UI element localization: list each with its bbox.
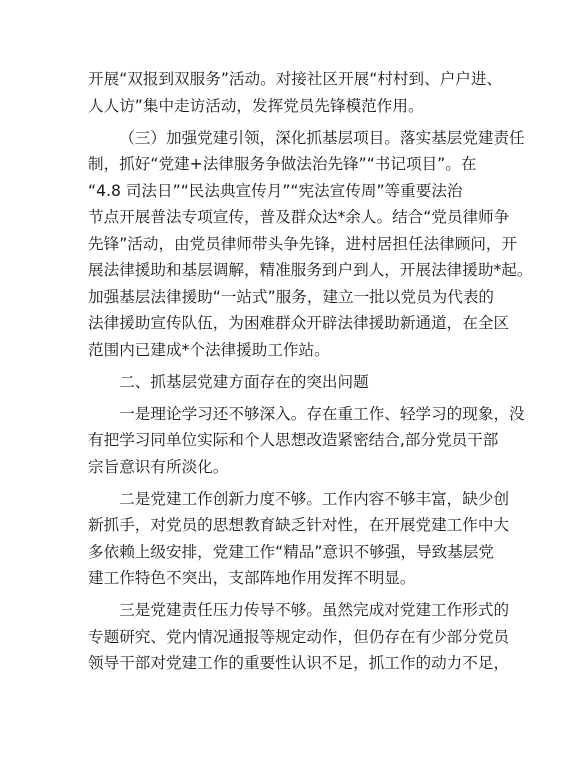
text-line: 人人访”集中走访活动，发挥党员先锋模范作用。: [88, 96, 424, 115]
text-line: 一是理论学习还不够深入。存在重工作、轻学习的现象，没: [119, 404, 525, 423]
text-line: 开展“双报到双服务”活动。对接社区开展“村村到、户户进、: [88, 70, 503, 88]
text-line: 二、抓基层党建方面存在的突出问题: [119, 372, 369, 391]
text-line: 有把学习同单位实际和个人思想改造紧密结合,部分党员干部: [88, 431, 499, 449]
text-line: 范围内已建成*个法律援助工作站。: [88, 340, 330, 359]
text-line: 专题研究、党内情况通报等规定动作，但仍存在有少部分党员: [88, 627, 510, 646]
document-body: [88, 66, 533, 682]
text-line: 先锋”活动，由党员律师带头争先锋，进村居担任法律顾问，开: [88, 234, 518, 253]
section-heading-2: [88, 369, 508, 396]
text-line: “4.8 司法日”“民法典宣传月”“宪法宣传周”等重要法治: [88, 181, 463, 200]
paragraph-item-3: [88, 125, 533, 364]
text-line: 多依赖上级安排，党建工作“精品”意识不够强，导致基层党: [88, 542, 495, 561]
text-line: 二是党建工作创新力度不够。工作内容不够丰富，缺少创: [119, 489, 510, 508]
paragraph-activity-continuation: [88, 66, 508, 119]
text-line: 新抓手，对党员的思想教育缺乏针对性，在开展党建工作中大: [88, 516, 510, 534]
text-line: 制，抓好“党建+法律服务争做法治先锋”“书记项目”。在: [88, 155, 477, 173]
text-line: 三是党建责任压力传导不够。虽然完成对党建工作形式的: [119, 601, 510, 619]
text-line: 节点开展普法专项宣传，普及群众达*余人。结合“党员律师争: [88, 208, 510, 226]
text-line: 建工作特色不突出，支部阵地作用发挥不明显。: [88, 569, 416, 587]
text-line: （三）加强党建引领，深化抓基层项目。落实基层党建责任: [119, 128, 525, 147]
paragraph-issue-3: [88, 597, 508, 677]
text-line: 法律援助宣传队伍，为困难群众开辟法律援助新通道，在全区: [88, 314, 510, 332]
text-line: 宗旨意识有所淡化。: [88, 457, 229, 476]
paragraph-issue-2: [88, 486, 508, 592]
text-line: 展法律援助和基层调解，精准服务到户到人，开展法律援助*起。: [88, 261, 533, 279]
paragraph-issue-1: [88, 401, 525, 481]
text-line: 加强基层法律援助“一站式”服务，建立一批以党员为代表的: [88, 287, 495, 306]
text-line: 领导干部对党建工作的重要性认识不足，抓工作的动力不足，: [88, 654, 510, 672]
